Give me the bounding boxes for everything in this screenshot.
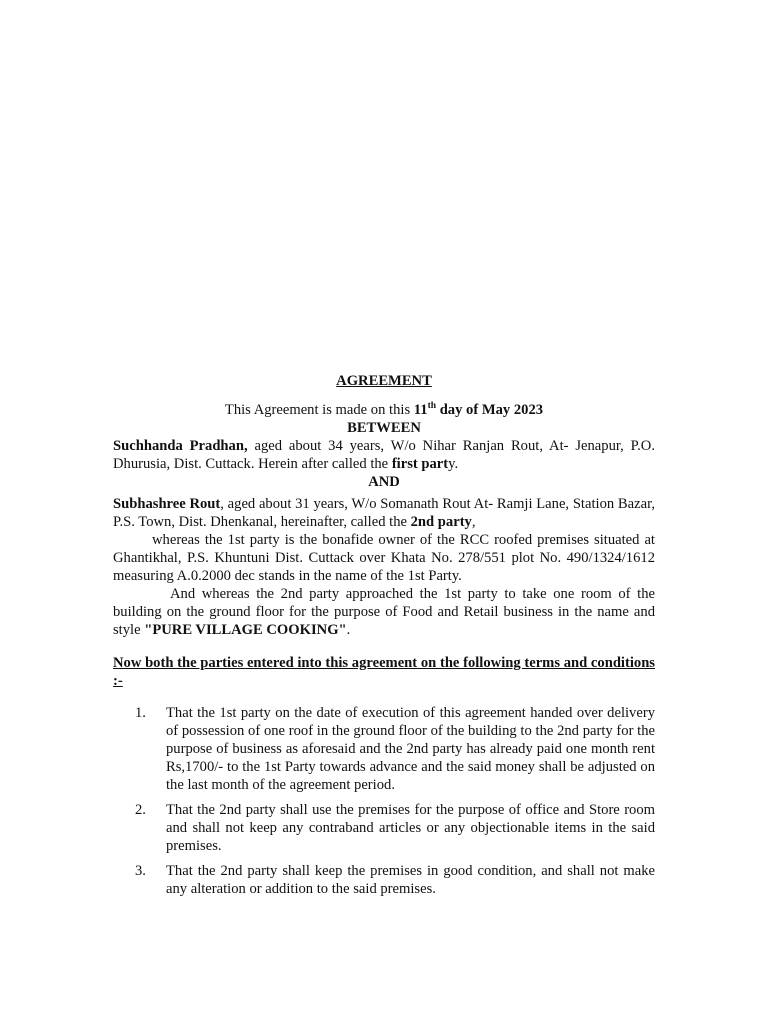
first-party-label-tail: y. <box>448 456 459 472</box>
terms-list <box>113 704 655 898</box>
whereas-2-tail: . <box>346 622 351 638</box>
intro-line <box>113 401 655 419</box>
first-party-paragraph <box>113 437 655 473</box>
term-number: 2. <box>135 802 146 818</box>
terms-heading: Now both the parties entered into this agreement on the following terms and conditions :- <box>113 655 655 689</box>
intro-day-suffix: th <box>427 401 437 412</box>
intro-prefix: This Agreement is made on this <box>224 402 414 418</box>
intro-day <box>414 402 543 418</box>
first-party-label: first part <box>391 456 449 472</box>
intro-day-number: 11 <box>413 402 428 418</box>
term-item <box>113 704 655 794</box>
term-item <box>113 862 655 898</box>
term-number: 3. <box>135 863 146 879</box>
second-party-name: Subhashree Rout <box>113 496 221 512</box>
term-text: That the 2nd party shall use the premises for the purpose of office and Store room and shall not keep any contraband articles or any objectionable items in the said premises. <box>166 802 655 854</box>
second-party-paragraph <box>113 495 655 531</box>
between-heading: BETWEEN <box>347 420 421 436</box>
whereas-paragraph-2 <box>113 585 655 639</box>
intro-day-rest: day of May 2023 <box>436 402 544 418</box>
document-body <box>113 372 655 905</box>
term-text: That the 1st party on the date of execution of this agreement handed over delivery of possession of one roof in the ground floor of the building to the 2nd party for the purpose of business as aforesaid and the 2nd party has already paid one month rent Rs,1700/- to the 1st Party towards advance and the said money shall be adjusted on the last month of the agreement period. <box>166 705 655 793</box>
second-party-label-tail: , <box>471 514 476 530</box>
term-text: That the 2nd party shall keep the premises in good condition, and shall not make any alteration or addition to the said premises. <box>166 863 655 897</box>
and-heading: AND <box>368 474 400 490</box>
second-party-details: , aged about 31 years, W/o Somanath Rout At- Ramji Lane, Station Bazar, P.S. Town, Dist. Dhenkanal, hereinafter, called the <box>113 496 655 530</box>
term-item <box>113 801 655 855</box>
document-title: AGREEMENT <box>336 373 432 389</box>
second-party-label: 2nd party <box>410 514 472 530</box>
whereas-2-text: And whereas the 2nd party approached the 1st party to take one room of the building on the ground floor for the purpose of Food and Retail business in the name and style <box>113 586 655 638</box>
business-style-name: "PURE VILLAGE COOKING" <box>144 622 347 638</box>
first-party-name: Suchhanda Pradhan, <box>113 438 248 454</box>
whereas-paragraph-1: whereas the 1st party is the bonafide owner of the RCC roofed premises situated at Ghantikhal, P.S. Khuntuni Dist. Cuttack over Khata No. 278/551 plot No. 490/1324/1612 measuring A.0.2000 dec stands in the name of the 1st Party. <box>113 532 655 584</box>
first-party-details: aged about 34 years, W/o Nihar Ranjan Rout, At- Jenapur, P.O. Dhurusia, Dist. Cuttack. Herein after called the <box>113 438 655 472</box>
term-number: 1. <box>135 705 146 721</box>
